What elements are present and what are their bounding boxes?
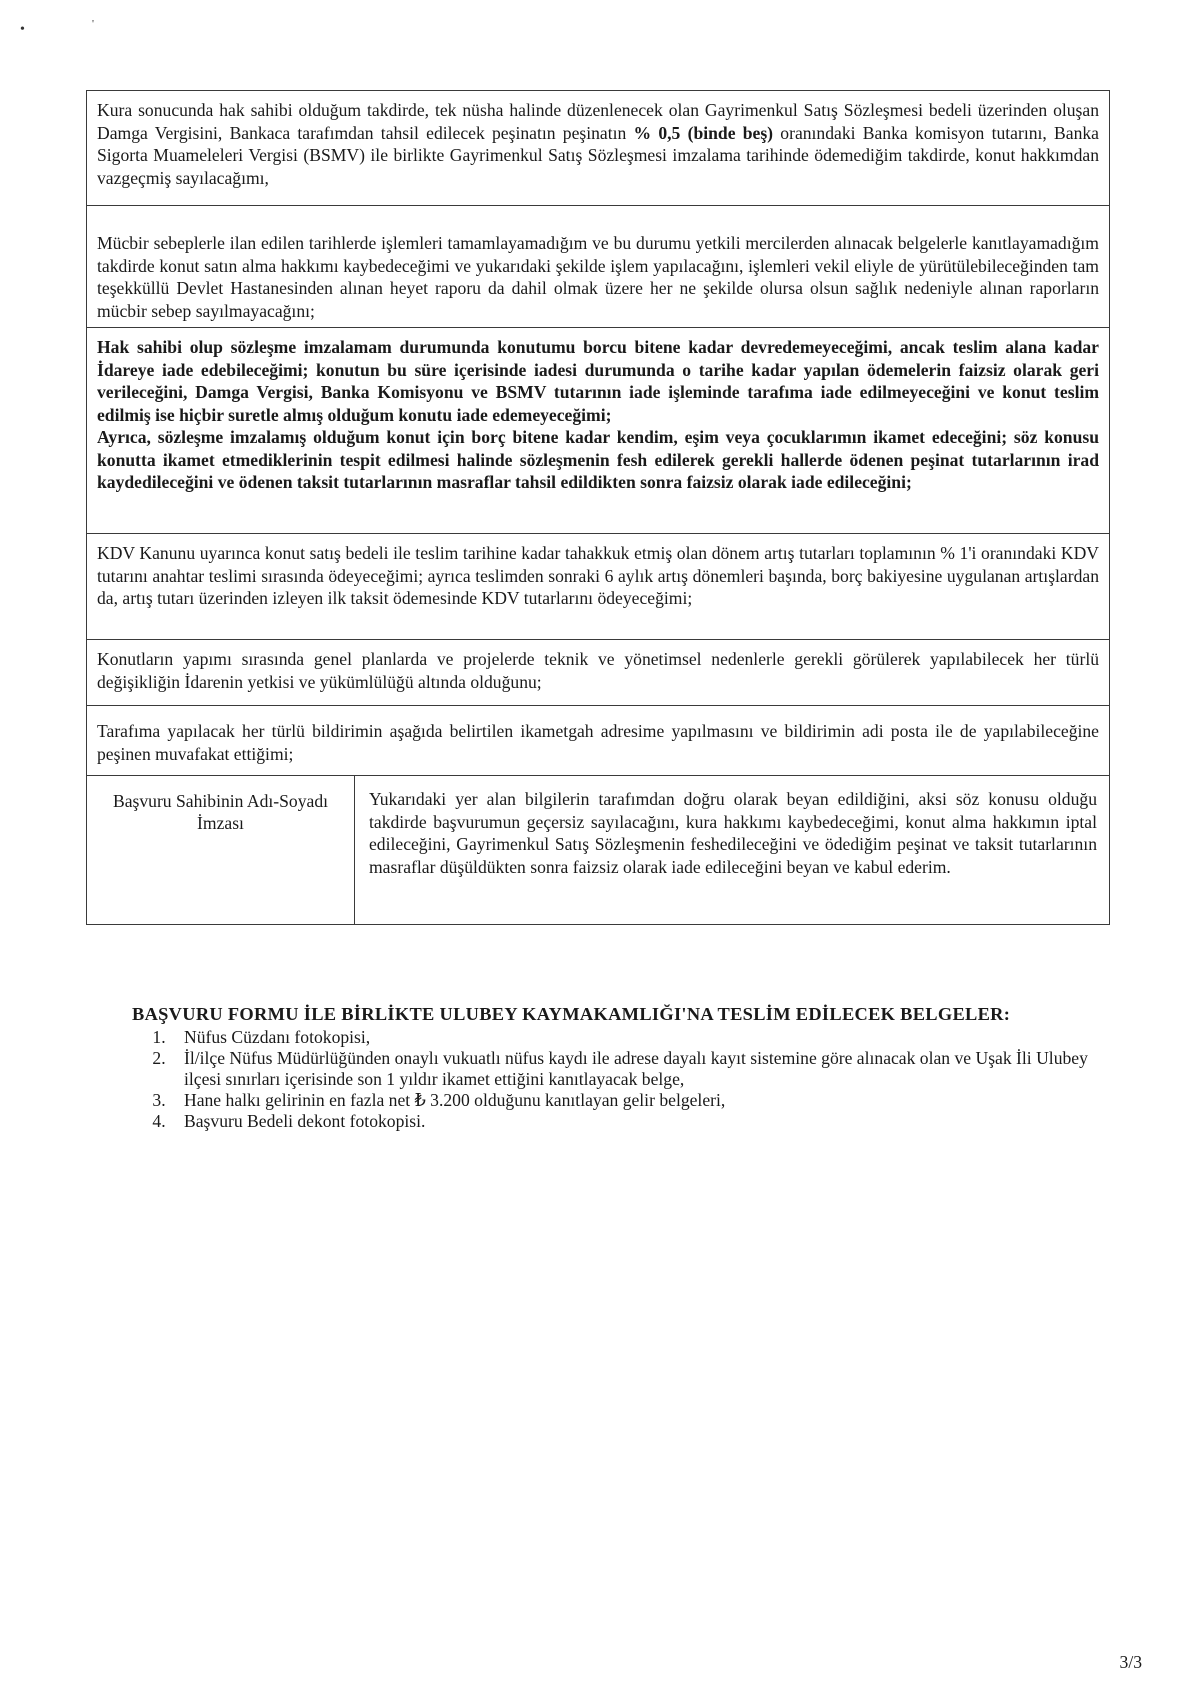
clause-stamp-tax xyxy=(87,91,1109,206)
clause-text: Hak sahibi olup sözleşme imzalamam durumunda konutumu borcu bitene kadar devredemeyeceğimi, ancak teslim alana kadar İdareye iade edebileceğimi; konutun bu süre içerisinde iadesi durumunda o tarihe kadar yapılan ödemelerin faizsiz olarak geri verileceğini, Damga Vergisi, Banka Komisyonu ve BSMV tutarının iade işleminde tarafıma iade edilmeyeceğini ve konut teslim edilmiş ise hiçbir suretle almış olduğum konutu iade edemeyeceğimi; xyxy=(97,337,1099,425)
list-item: 4. Başvuru Bedeli dekont fotokopisi. xyxy=(170,1111,1122,1132)
required-documents-title: BAŞVURU FORMU İLE BİRLİKTE ULUBEY KAYMAKAMLIĞI'NA TESLİM EDİLECEK BELGELER: xyxy=(132,1004,1011,1024)
clause-text: Mücbir sebeplerle ilan edilen tarihlerde işlemleri tamamlayamadığım ve bu durumu yetkili mercilerden alınacak belgelerle kanıtlayamadığım takdirde konut satın alma hakkımı kaybedeceğimi ve yukarıdaki şekilde işlem yapılacağını, işlemleri vekil eliyle de yürütülebileceğinden tam teşekküllü Devlet Hastanesinden alınan heyet raporu da dahil olmak üzere her ne şekilde olursa olsun sağlık nedeniyle alınan raporların mücbir sebep sayılmayacağını; xyxy=(97,233,1099,321)
clause-text-bold: % 0,5 (binde beş) xyxy=(633,122,774,143)
clause-plan-changes xyxy=(87,640,1109,706)
list-item: 2. İl/ilçe Nüfus Müdürlüğünden onaylı vukuatlı nüfus kaydı ile adrese dayalı kayıt sistemine göre alınacak olan ve Uşak İli Ulubey ilçesi sınırları içerisinde son 1 yıldır ikamet ettiğini kanıtlayacak belge, xyxy=(170,1048,1122,1090)
clause-transfer-restriction xyxy=(87,328,1109,534)
declaration-table xyxy=(86,90,1110,925)
signature-label: İmzası xyxy=(197,813,244,833)
clause-notification xyxy=(87,706,1109,776)
clause-force-majeure xyxy=(87,206,1109,328)
signature-row xyxy=(87,776,1109,924)
list-item: 1. Nüfus Cüzdanı fotokopisi, xyxy=(170,1027,1122,1048)
list-item: 3. Hane halkı gelirinin en fazla net ₺ 3.200 olduğunu kanıtlayan gelir belgeleri, xyxy=(170,1090,1122,1111)
clause-text: Tarafıma yapılacak her türlü bildirimin aşağıda belirtilen ikametgah adresime yapılmasını ve bildirimin adi posta ile de yapılabileceğine peşinen muvafakat ettiğimi; xyxy=(97,721,1099,764)
clause-text: oranındaki Banka komisyon tutarını, Banka Sigorta Muameleleri Vergisi (BSMV) ile birlikte Gayrimenkul Satış Sözleşmesi imzalama tarihinde ödemediğim takdirde, konut hakkımdan vazgeçmiş sayılacağımı, xyxy=(97,122,1099,188)
scan-mark: ' xyxy=(92,18,94,30)
declaration-text: Yukarıdaki yer alan bilgilerin tarafımdan doğru olarak beyan edildiğini, aksi söz konusu olduğu takdirde başvurumun geçersiz sayılacağını, kura hakkımı kaybedeceğimi, konut alma hakkımın iptal edileceğini, Gayrimenkul Satış Sözleşmenin feshedileceğini ve ödediğim peşinat ve taksit tutarlarının masraflar düşüldükten sonra faizsiz olarak iade edileceğini beyan ve kabul ederim. xyxy=(369,789,1097,877)
required-documents-list xyxy=(132,1027,1122,1132)
clause-text: Konutların yapımı sırasında genel planlarda ve projelerde teknik ve yönetimsel nedenlerle gerekli görülerek yapılabilecek her türlü değişikliğin İdarenin yetkisi ve yükümlülüğü altında olduğunu; xyxy=(97,649,1099,692)
clause-text: Kura sonucunda hak sahibi olduğum takdirde, tek nüsha halinde düzenlenecek olan Gayrimenkul Satış Sözleşmesi bedeli üzerinden oluşan Damga Vergisini, Bankaca tarafımdan tahsil edilecek peşinatın peşinatın xyxy=(97,100,1099,143)
clause-vat xyxy=(87,534,1109,640)
declaration-cell xyxy=(355,776,1109,924)
scan-mark: • xyxy=(20,22,25,37)
clause-text: Ayrıca, sözleşme imzalamış olduğum konut için borç bitene kadar kendim, eşim veya çocuklarımın ikamet edeceğini; söz konusu konutta ikamet etmediklerinin tespit edilmesi halinde sözleşmenin fesh edilerek gerekli hallerde ödenen peşinat tutarlarının irad kaydedileceğini ve ödenen taksit tutarlarının masraflar tahsil edildikten sonra faizsiz olarak iade edileceğini; xyxy=(97,427,1099,492)
applicant-name-label: Başvuru Sahibinin Adı-Soyadı xyxy=(112,791,329,811)
required-documents xyxy=(132,1004,1122,1132)
signature-label-cell xyxy=(87,776,355,924)
page-number: 3/3 xyxy=(1119,1652,1142,1672)
clause-text: KDV Kanunu uyarınca konut satış bedeli ile teslim tarihine kadar tahakkuk etmiş olan dönem artış tutarları toplamının % 1'i oranındaki KDV tutarını anahtar teslimi sırasında ödeyeceğimi; ayrıca teslimden sonraki 6 aylık artış dönemleri başında, borç bakiyesine uygulanan artışlardan da, artış tutarı üzerinden izleyen ilk taksit ödemesinde KDV tutarlarını ödeyeceğimi; xyxy=(97,543,1099,608)
